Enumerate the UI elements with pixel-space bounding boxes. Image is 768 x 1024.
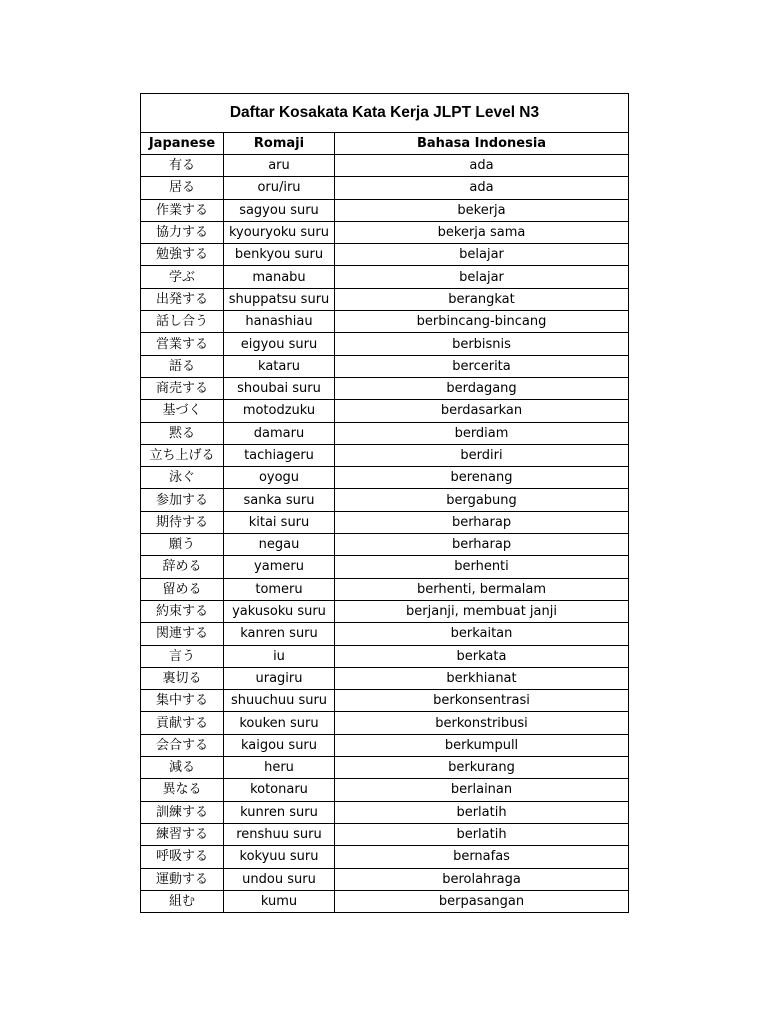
japanese-cell: 約束する [141,600,224,622]
japanese-cell: 営業する [141,333,224,355]
romaji-cell: kumu [224,890,335,912]
japanese-cell: 訓練する [141,801,224,823]
indonesian-cell: berkurang [335,757,629,779]
romaji-cell: shuuchuu suru [224,690,335,712]
romaji-cell: negau [224,534,335,556]
header-bahasa-indonesia: Bahasa Indonesia [335,133,629,155]
table-row [141,734,629,756]
romaji-cell: hanashiau [224,311,335,333]
indonesian-cell: bekerja sama [335,221,629,243]
table-row [141,155,629,177]
japanese-cell: 減る [141,757,224,779]
vocabulary-table [140,93,629,913]
romaji-cell: uragiru [224,667,335,689]
romaji-cell: oru/iru [224,177,335,199]
indonesian-cell: berkonstribusi [335,712,629,734]
indonesian-cell: berlatih [335,801,629,823]
indonesian-cell: berkumpull [335,734,629,756]
romaji-cell: yameru [224,556,335,578]
indonesian-cell: berlainan [335,779,629,801]
indonesian-cell: berangkat [335,288,629,310]
table-row [141,355,629,377]
romaji-cell: shoubai suru [224,377,335,399]
indonesian-cell: berdiam [335,422,629,444]
romaji-cell: manabu [224,266,335,288]
table-row [141,511,629,533]
indonesian-cell: berenang [335,467,629,489]
japanese-cell: 立ち上げる [141,444,224,466]
japanese-cell: 話し合う [141,311,224,333]
indonesian-cell: belajar [335,244,629,266]
indonesian-cell: ada [335,177,629,199]
japanese-cell: 語る [141,355,224,377]
japanese-cell: 貢献する [141,712,224,734]
title-row [141,94,629,133]
japanese-cell: 言う [141,645,224,667]
romaji-cell: tomeru [224,578,335,600]
indonesian-cell: bernafas [335,846,629,868]
romaji-cell: kunren suru [224,801,335,823]
table-row [141,846,629,868]
romaji-cell: motodzuku [224,400,335,422]
table-row [141,244,629,266]
japanese-cell: 黙る [141,422,224,444]
japanese-cell: 運動する [141,868,224,890]
table-row [141,266,629,288]
japanese-cell: 学ぶ [141,266,224,288]
romaji-cell: heru [224,757,335,779]
table-row [141,489,629,511]
indonesian-cell: berkata [335,645,629,667]
indonesian-cell: berdasarkan [335,400,629,422]
romaji-cell: undou suru [224,868,335,890]
indonesian-cell: bekerja [335,199,629,221]
japanese-cell: 作業する [141,199,224,221]
japanese-cell: 呼吸する [141,846,224,868]
romaji-cell: oyogu [224,467,335,489]
indonesian-cell: berjanji, membuat janji [335,600,629,622]
romaji-cell: sagyou suru [224,199,335,221]
table-row [141,177,629,199]
indonesian-cell: belajar [335,266,629,288]
japanese-cell: 異なる [141,779,224,801]
japanese-cell: 集中する [141,690,224,712]
table-row [141,757,629,779]
table-row [141,578,629,600]
indonesian-cell: ada [335,155,629,177]
japanese-cell: 関連する [141,623,224,645]
table-row [141,667,629,689]
japanese-cell: 勉強する [141,244,224,266]
romaji-cell: shuppatsu suru [224,288,335,310]
romaji-cell: aru [224,155,335,177]
romaji-cell: sanka suru [224,489,335,511]
japanese-cell: 協力する [141,221,224,243]
table-row [141,779,629,801]
table-row [141,823,629,845]
header-japanese: Japanese [141,133,224,155]
romaji-cell: kokyuu suru [224,846,335,868]
japanese-cell: 有る [141,155,224,177]
table-row [141,623,629,645]
romaji-cell: kyouryoku suru [224,221,335,243]
indonesian-cell: berkonsentrasi [335,690,629,712]
table-row [141,534,629,556]
japanese-cell: 参加する [141,489,224,511]
indonesian-cell: berolahraga [335,868,629,890]
japanese-cell: 出発する [141,288,224,310]
header-romaji: Romaji [224,133,335,155]
table-row [141,890,629,912]
japanese-cell: 会合する [141,734,224,756]
table-row [141,444,629,466]
indonesian-cell: berpasangan [335,890,629,912]
romaji-cell: kitai suru [224,511,335,533]
romaji-cell: kotonaru [224,779,335,801]
romaji-cell: damaru [224,422,335,444]
indonesian-cell: berbisnis [335,333,629,355]
romaji-cell: kouken suru [224,712,335,734]
japanese-cell: 居る [141,177,224,199]
japanese-cell: 泳ぐ [141,467,224,489]
indonesian-cell: berkaitan [335,623,629,645]
indonesian-cell: bercerita [335,355,629,377]
japanese-cell: 辞める [141,556,224,578]
indonesian-cell: berhenti, bermalam [335,578,629,600]
table-row [141,400,629,422]
japanese-cell: 組む [141,890,224,912]
japanese-cell: 期待する [141,511,224,533]
table-row [141,712,629,734]
japanese-cell: 裏切る [141,667,224,689]
indonesian-cell: berbincang-bincang [335,311,629,333]
table-row [141,199,629,221]
romaji-cell: renshuu suru [224,823,335,845]
romaji-cell: yakusoku suru [224,600,335,622]
indonesian-cell: bergabung [335,489,629,511]
romaji-cell: tachiageru [224,444,335,466]
indonesian-cell: berhenti [335,556,629,578]
table-row [141,333,629,355]
indonesian-cell: berdagang [335,377,629,399]
table-row [141,556,629,578]
table-row [141,801,629,823]
romaji-cell: kanren suru [224,623,335,645]
indonesian-cell: berlatih [335,823,629,845]
table-row [141,868,629,890]
indonesian-cell: berharap [335,511,629,533]
header-row [141,133,629,155]
table-title: Daftar Kosakata Kata Kerja JLPT Level N3 [141,94,629,133]
table-row [141,221,629,243]
romaji-cell: kaigou suru [224,734,335,756]
japanese-cell: 留める [141,578,224,600]
japanese-cell: 基づく [141,400,224,422]
romaji-cell: eigyou suru [224,333,335,355]
indonesian-cell: berkhianat [335,667,629,689]
japanese-cell: 練習する [141,823,224,845]
table-row [141,288,629,310]
romaji-cell: benkyou suru [224,244,335,266]
table-row [141,422,629,444]
table-row [141,600,629,622]
romaji-cell: iu [224,645,335,667]
indonesian-cell: berharap [335,534,629,556]
table-row [141,377,629,399]
table-row [141,311,629,333]
vocabulary-rows [141,155,629,913]
romaji-cell: kataru [224,355,335,377]
japanese-cell: 商売する [141,377,224,399]
japanese-cell: 願う [141,534,224,556]
table-row [141,645,629,667]
table-row [141,467,629,489]
table-row [141,690,629,712]
indonesian-cell: berdiri [335,444,629,466]
